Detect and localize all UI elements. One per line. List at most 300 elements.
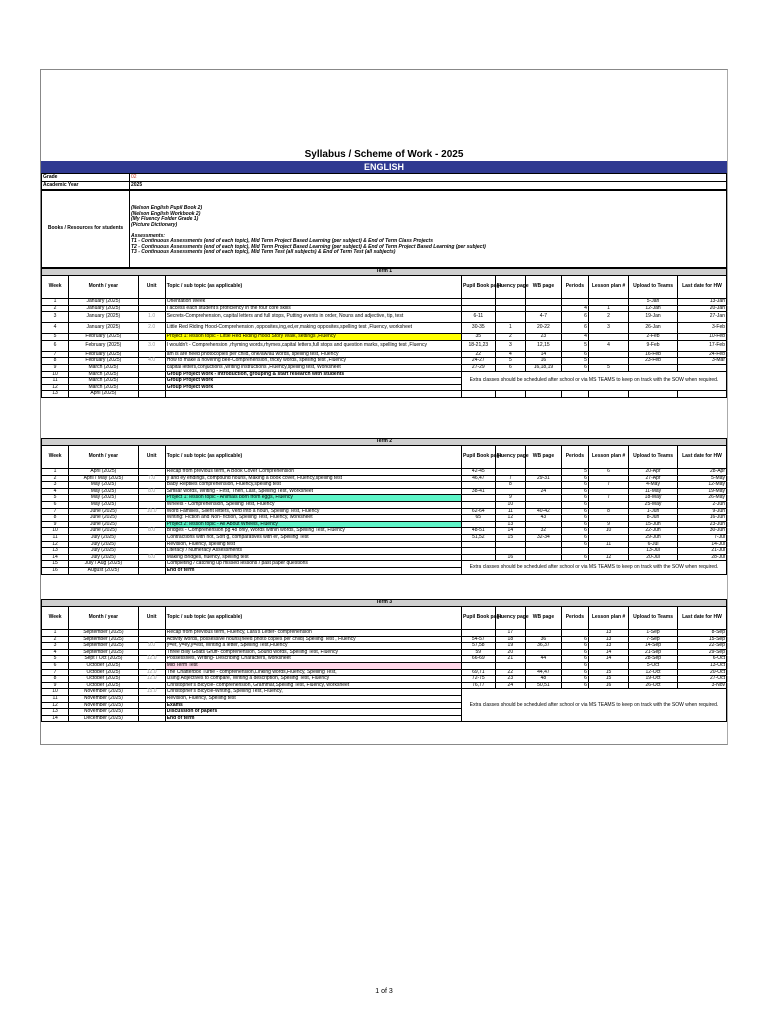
cell-periods: 6 <box>561 364 588 371</box>
cell-lesson: 8 <box>588 508 628 515</box>
cell-pupil: 46,47 <box>462 475 496 482</box>
cell-upload: 12-Jan <box>629 305 678 312</box>
cell-week: 1 <box>42 469 69 476</box>
cell-week: 13 <box>42 709 69 716</box>
cell-lesson <box>588 391 628 398</box>
column-header-week: Week <box>42 607 69 630</box>
cell-upload: 5-Jan <box>629 299 678 306</box>
cell-upload: 25-May <box>629 501 678 508</box>
table-row <box>42 561 727 568</box>
cell-periods: 6 <box>561 323 588 334</box>
cell-fluency: 11 <box>495 508 525 515</box>
cell-fluency: 18 <box>495 636 525 643</box>
cell-week: 5 <box>42 334 69 341</box>
cell-unit <box>138 709 165 716</box>
cell-week: 5 <box>42 656 69 663</box>
cell-month: October (2025) <box>69 662 138 669</box>
cell-wb: 16,18,19 <box>526 364 562 371</box>
books-label: Books / Resources for students <box>42 191 130 268</box>
cell-pupil <box>462 554 496 561</box>
cell-periods: 6 <box>561 521 588 528</box>
cell-unit: 4.0 <box>138 358 165 365</box>
table-row <box>42 669 727 676</box>
cell-unit <box>138 495 165 502</box>
cell-lesson: 9 <box>588 521 628 528</box>
cell-unit <box>138 305 165 312</box>
cell-wb: 23 <box>526 334 562 341</box>
column-header-fluency: Fluency page <box>495 607 525 630</box>
cell-periods: 6 <box>561 534 588 541</box>
cell-topic: Activity words, possessive nouns(need photo copies per child) Spelling Test , Fluency <box>165 636 461 643</box>
cell-upload: 4-May <box>629 482 678 489</box>
cell-last: 30-Jun <box>677 528 726 535</box>
cell-topic: Word Families, Silent letters, Verb into a noun, Spelling Test, Fluency <box>165 508 461 515</box>
cell-week: 4 <box>42 488 69 495</box>
cell-last: 16-Jun <box>677 515 726 522</box>
cell-month: April (2025) <box>69 469 138 476</box>
cell-upload: 16-Feb <box>629 351 678 358</box>
cell-month: November (2025) <box>69 695 138 702</box>
cell-topic: y and ey endings, compound nouns, Making a book cover, Fluency,spelling test <box>165 475 461 482</box>
cell-topic: End of term <box>165 567 461 574</box>
cell-unit: 12.0 <box>138 676 165 683</box>
cell-fluency: 12 <box>495 515 525 522</box>
cell-periods: 6 <box>561 528 588 535</box>
cell-topic: capital letters,conjuctions ,writing instructions ,Fluency,spelling test, Worksheet <box>165 364 461 371</box>
cell-unit: 9.0 <box>138 643 165 650</box>
cell-topic <box>165 391 461 398</box>
cell-pupil <box>462 495 496 502</box>
assessments-title: Assessments: <box>131 232 165 239</box>
cell-unit <box>138 534 165 541</box>
cell-unit <box>138 541 165 548</box>
cell-fluency: 21 <box>495 656 525 663</box>
cell-fluency: 13 <box>495 521 525 528</box>
cell-unit <box>138 515 165 522</box>
cell-pupil: 57,58 <box>462 643 496 650</box>
cell-upload: 22-Jun <box>629 528 678 535</box>
cell-last: 15-Sep <box>677 636 726 643</box>
cell-lesson: 13 <box>588 630 628 637</box>
cell-week: 1 <box>42 630 69 637</box>
term-table-2 <box>41 438 727 575</box>
column-header-topic: Topic / sub topic (as applicable) <box>165 276 461 299</box>
cell-lesson: 5 <box>588 364 628 371</box>
table-row <box>42 371 727 378</box>
cell-unit: 10.0 <box>138 508 165 515</box>
table-row <box>42 649 727 656</box>
cell-lesson: 12 <box>588 554 628 561</box>
cell-month: March (2025) <box>69 364 138 371</box>
cell-upload: 12-Oct <box>629 669 678 676</box>
cell-upload: 14-Sep <box>629 643 678 650</box>
cell-topic: Group Project work <box>165 384 461 391</box>
cell-last: 10-Feb <box>677 334 726 341</box>
cell-periods: 6 <box>561 351 588 358</box>
cell-month: May (2025) <box>69 495 138 502</box>
cell-week: 12 <box>42 541 69 548</box>
cell-month: October (2025) <box>69 682 138 689</box>
extra-classes-note: Extra classes should be scheduled after school or via MS TEAMS to keep on track with the SOW when required. <box>462 689 727 722</box>
cell-pupil: 38-41 <box>462 488 496 495</box>
page-title: Syllabus / Scheme of Work - 2025 <box>304 149 464 160</box>
cell-month: July (2025) <box>69 541 138 548</box>
cell-upload: 9-Feb <box>629 340 678 351</box>
cell-topic: Completing / catching up missed lessons / past paper questions <box>165 561 461 568</box>
cell-unit: 8.0 <box>138 528 165 535</box>
table-row <box>42 548 727 555</box>
cell-upload: 19-Jan <box>629 312 678 323</box>
cell-topic: I access each student's proficiency in the four core skills <box>165 305 461 312</box>
cell-lesson: 7 <box>588 495 628 502</box>
cell-last: 20-Jan <box>677 305 726 312</box>
cell-fluency: 7 <box>495 475 525 482</box>
cell-unit <box>138 384 165 391</box>
cell-week: 11 <box>42 378 69 385</box>
column-header-fluency: Fluency page <box>495 276 525 299</box>
cell-unit: 12.0 <box>138 656 165 663</box>
cell-topic: Christopher's Bicycle- comprehension, Grammar,Spelling Test, Fluency, worksheet <box>165 682 461 689</box>
cell-topic: Possessives, Writing- Describing Characters, worksheet <box>165 656 461 663</box>
table-row <box>42 340 727 351</box>
column-header-wb: WB page <box>526 276 562 299</box>
cell-last: 20-Oct <box>677 669 726 676</box>
cell-topic: Using Adjectives to compare, Writing a description, Spelling Test, Fluency <box>165 676 461 683</box>
grade-value: 02 <box>130 174 727 182</box>
cell-topic: Bridges - Comprehension pg 48 only, Words within words, Spelling Test, Fluency <box>165 528 461 535</box>
cell-topic: Project 1: lesson topic - Little Red Riding Hood Story Walk, settings ,Fluency <box>165 334 461 341</box>
cell-month: February (2025) <box>69 351 138 358</box>
column-header-periods: Periods <box>561 276 588 299</box>
cell-week: 7 <box>42 508 69 515</box>
grade-label: Grade <box>42 174 130 182</box>
cell-wb <box>526 299 562 306</box>
cell-topic: How to make a hovering bee-Comprehension, tricky words, spelling test ,Fluency <box>165 358 461 365</box>
cell-pupil: 65 <box>462 515 496 522</box>
column-header-week: Week <box>42 276 69 299</box>
info-table <box>41 173 727 190</box>
cell-week: 2 <box>42 475 69 482</box>
year-value: 2025 <box>130 182 727 190</box>
cell-topic: Three Billy Goats Gruff- comprehension, Sound words, Spelling Test, Fluency <box>165 649 461 656</box>
cell-lesson: 10 <box>588 528 628 535</box>
cell-periods: 6 <box>561 501 588 508</box>
cell-pupil: 22 <box>462 351 496 358</box>
cell-unit <box>138 371 165 378</box>
cell-topic: Group Project work - Introduction, grouping & start research with students <box>165 371 461 378</box>
cell-week: 6 <box>42 501 69 508</box>
cell-wb: 48 <box>526 676 562 683</box>
cell-topic: End of term <box>165 715 461 722</box>
cell-month: July / Aug (2025) <box>69 561 138 568</box>
cell-week: 10 <box>42 371 69 378</box>
cell-month: March (2025) <box>69 378 138 385</box>
cell-week: 8 <box>42 515 69 522</box>
cell-unit <box>138 378 165 385</box>
cell-month: January (2025) <box>69 323 138 334</box>
cell-month: May (2025) <box>69 482 138 489</box>
books-resources <box>130 191 727 268</box>
cell-lesson: 15 <box>588 676 628 683</box>
cell-topic: Literacy / Numeracy Assessments <box>165 548 461 555</box>
cell-upload: 6-Jul <box>629 541 678 548</box>
cell-wb: 20-22 <box>526 323 562 334</box>
column-header-unit: Unit <box>138 276 165 299</box>
cell-month: September (2025) <box>69 636 138 643</box>
cell-periods: 6 <box>561 515 588 522</box>
cell-unit <box>138 630 165 637</box>
cell-lesson: 16 <box>588 682 628 689</box>
cell-upload: 21-Sep <box>629 649 678 656</box>
cell-week: 13 <box>42 548 69 555</box>
cell-unit: 6.0 <box>138 554 165 561</box>
cell-week: 15 <box>42 561 69 568</box>
cell-pupil <box>462 305 496 312</box>
cell-lesson: 14 <box>588 649 628 656</box>
column-header-upload: Upload to Teams <box>629 446 678 469</box>
cell-fluency: 20 <box>495 649 525 656</box>
cell-topic: Christopher's Bicycle-Writing, Spelling Test, Fluency, <box>165 689 461 696</box>
cell-topic: The Chatterbox Turtle - comprehension,Linking words,Fluency, Spelling Test, <box>165 669 461 676</box>
book-item: (Picture Dictionary) <box>131 221 178 228</box>
cell-last: 19-May <box>677 488 726 495</box>
table-row <box>42 643 727 650</box>
cell-periods: 6 <box>561 495 588 502</box>
cell-fluency: 9 <box>495 495 525 502</box>
cell-last: 29-Sep <box>677 649 726 656</box>
cell-upload: 28-Sep <box>629 656 678 663</box>
cell-month: September (2025) <box>69 630 138 637</box>
cell-week: 11 <box>42 695 69 702</box>
cell-fluency: 8 <box>495 482 525 489</box>
cell-last: 23-Jun <box>677 521 726 528</box>
table-row <box>42 554 727 561</box>
cell-upload: 11-May <box>629 488 678 495</box>
cell-last: 27-Oct <box>677 676 726 683</box>
table-row <box>42 305 727 312</box>
table-row <box>42 689 727 696</box>
cell-wb: 44,47 <box>526 669 562 676</box>
cell-pupil: 35 <box>462 334 496 341</box>
assessment-item: T2 - Continuous Assessments (end of each topic), Mid Term Project Based Learning (per subject) & End of Term Project Based Learning (per subject) <box>131 243 486 250</box>
cell-month: October (2025) <box>69 669 138 676</box>
term-header: Term 1 <box>42 269 727 276</box>
table-row <box>42 482 727 489</box>
cell-fluency: 17 <box>495 630 525 637</box>
cell-lesson <box>588 351 628 358</box>
column-header-month: Month / year <box>69 446 138 469</box>
cell-unit <box>138 715 165 722</box>
cell-pupil: 54-57 <box>462 636 496 643</box>
cell-week: 8 <box>42 358 69 365</box>
cell-wb: 36,37 <box>526 643 562 650</box>
cell-month: March (2025) <box>69 384 138 391</box>
cell-topic: y=er, y=ey,y=est, Writing a letter, Spelling Test,Fluency <box>165 643 461 650</box>
cell-wb: 16 <box>526 358 562 365</box>
cell-fluency: 5 <box>495 358 525 365</box>
cell-wb: 29-31 <box>526 475 562 482</box>
cell-periods: 4 <box>561 305 588 312</box>
cell-topic: Similar words, Writing - First, Then, Last, Spelling Test, Worksheet <box>165 488 461 495</box>
cell-fluency: 6 <box>495 364 525 371</box>
cell-upload <box>629 364 678 371</box>
cell-topic: Orientation Week <box>165 299 461 306</box>
cell-periods: 6 <box>561 554 588 561</box>
cell-wb <box>526 495 562 502</box>
cell-week: 7 <box>42 669 69 676</box>
cell-week: 7 <box>42 351 69 358</box>
cell-upload: 26-Oct <box>629 682 678 689</box>
cell-wb: 40-42 <box>526 508 562 515</box>
cell-lesson: 6 <box>588 469 628 476</box>
cell-wb: 24 <box>526 488 562 495</box>
cell-wb: 14 <box>526 351 562 358</box>
column-header-unit: Unit <box>138 446 165 469</box>
cell-pupil <box>462 391 496 398</box>
cell-week: 8 <box>42 676 69 683</box>
cell-unit: 2.0 <box>138 323 165 334</box>
cell-lesson: 1 <box>588 305 628 312</box>
table-row <box>42 475 727 482</box>
table-row <box>42 636 727 643</box>
column-header-periods: Periods <box>561 446 588 469</box>
cell-pupil <box>462 541 496 548</box>
cell-last: 17-Feb <box>677 340 726 351</box>
table-row <box>42 351 727 358</box>
column-header-pupil: Pupil Book page <box>462 276 496 299</box>
cell-unit: 12.0 <box>138 669 165 676</box>
cell-fluency: 2 <box>495 334 525 341</box>
table-row <box>42 682 727 689</box>
cell-topic: Group Project work <box>165 378 461 385</box>
table-row <box>42 541 727 548</box>
cell-week: 11 <box>42 534 69 541</box>
cell-wb: 12,15 <box>526 340 562 351</box>
cell-last: 22-Sep <box>677 643 726 650</box>
book-item: (Nelson English Pupil Book 2) <box>131 205 203 212</box>
table-row <box>42 358 727 365</box>
cell-month: June (2025) <box>69 521 138 528</box>
assessment-item: T1 - Continuous Assessments (end of each topic), Mid Term Project Based Learning (per subject) & End of Term Class Projects <box>131 238 434 245</box>
column-header-wb: WB page <box>526 446 562 469</box>
cell-pupil: 69,71 <box>462 669 496 676</box>
cell-upload: 13-Jul <box>629 548 678 555</box>
cell-unit: 8.0 <box>138 488 165 495</box>
cell-week: 13 <box>42 391 69 398</box>
cell-periods: 6 <box>561 636 588 643</box>
cell-fluency: 16 <box>495 554 525 561</box>
cell-periods: 6 <box>561 656 588 663</box>
cell-wb: 32 <box>526 528 562 535</box>
cell-month: January (2025) <box>69 299 138 306</box>
cell-upload: 19-Oct <box>629 676 678 683</box>
cell-periods: 6 <box>561 662 588 669</box>
cell-month: May (2025) <box>69 488 138 495</box>
column-header-lesson: Lesson plan # <box>588 276 628 299</box>
cell-upload <box>629 391 678 398</box>
cell-unit <box>138 695 165 702</box>
cell-week: 14 <box>42 715 69 722</box>
book-item: (Nelson English Workbook 2) <box>131 210 201 217</box>
cell-unit: 3.0 <box>138 340 165 351</box>
cell-pupil: 72-75 <box>462 676 496 683</box>
cell-upload: 29-Jun <box>629 534 678 541</box>
cell-topic: am is are need photocopies per child, one/aw/au words, spelling test, Fluency <box>165 351 461 358</box>
cell-month: January (2025) <box>69 305 138 312</box>
cell-unit: 1.0 <box>138 312 165 323</box>
cell-week: 4 <box>42 323 69 334</box>
table-row <box>42 501 727 508</box>
table-row <box>42 334 727 341</box>
cell-periods: 6 <box>561 488 588 495</box>
cell-wb: 36 <box>526 636 562 643</box>
cell-topic: Exams <box>165 702 461 709</box>
year-label: Academic Year <box>42 182 130 190</box>
cell-last: 26-May <box>677 495 726 502</box>
term-table-1 <box>41 268 727 398</box>
extra-classes-note: Extra classes should be scheduled after school or via MS TEAMS to keep on track with the SOW when required. <box>462 371 727 391</box>
cell-upload: 7-Sep <box>629 636 678 643</box>
cell-lesson: 13 <box>588 643 628 650</box>
cell-upload: 27-Apr <box>629 475 678 482</box>
cell-month: July (2025) <box>69 548 138 555</box>
cell-pupil: 30-35 <box>462 323 496 334</box>
cell-last <box>677 364 726 371</box>
cell-last: 6-Oct <box>677 656 726 663</box>
cell-upload: 1-Sep <box>629 630 678 637</box>
table-row <box>42 469 727 476</box>
table-row <box>42 662 727 669</box>
cell-wb <box>526 554 562 561</box>
cell-topic: Project 1: lesson topic - Animals born from eggs, Fluency <box>165 495 461 502</box>
cell-upload: 8-Jun <box>629 515 678 522</box>
table-row <box>42 515 727 522</box>
cell-topic: Revision, Fluency, spelling test <box>165 541 461 548</box>
cell-month: November (2025) <box>69 689 138 696</box>
cell-periods: 6 <box>561 475 588 482</box>
cell-lesson: 13 <box>588 636 628 643</box>
cell-wb: 4-7 <box>526 312 562 323</box>
cell-fluency: 24 <box>495 682 525 689</box>
cell-month: October (2025) <box>69 676 138 683</box>
table-row <box>42 391 727 398</box>
cell-lesson: 4 <box>588 340 628 351</box>
table-row <box>42 676 727 683</box>
column-header-topic: Topic / sub topic (as applicable) <box>165 607 461 630</box>
cell-last: 12-May <box>677 482 726 489</box>
cell-periods: 5 <box>561 340 588 351</box>
cell-last: 27-Jan <box>677 312 726 323</box>
cell-fluency <box>495 299 525 306</box>
column-header-fluency: Fluency page <box>495 446 525 469</box>
cell-last: 13-Oct <box>677 662 726 669</box>
cell-month: December (2025) <box>69 715 138 722</box>
column-header-last: Last date for HW <box>677 276 726 299</box>
cell-upload: 18-May <box>629 495 678 502</box>
table-row <box>42 488 727 495</box>
cell-pupil <box>462 548 496 555</box>
cell-fluency: 4 <box>495 351 525 358</box>
cell-last: 13-Jan <box>677 299 726 306</box>
table-row <box>42 299 727 306</box>
cell-topic: Recap from previous term, Fluency, Lara's Letter- comprehension <box>165 630 461 637</box>
cell-topic: Baby Reptiles comprehension, Fluency,spelling test <box>165 482 461 489</box>
column-header-pupil: Pupil Book page <box>462 607 496 630</box>
cell-fluency: 10 <box>495 501 525 508</box>
cell-lesson: 14 <box>588 656 628 663</box>
cell-month: August (2025) <box>69 567 138 574</box>
cell-last: 3-Feb <box>677 323 726 334</box>
